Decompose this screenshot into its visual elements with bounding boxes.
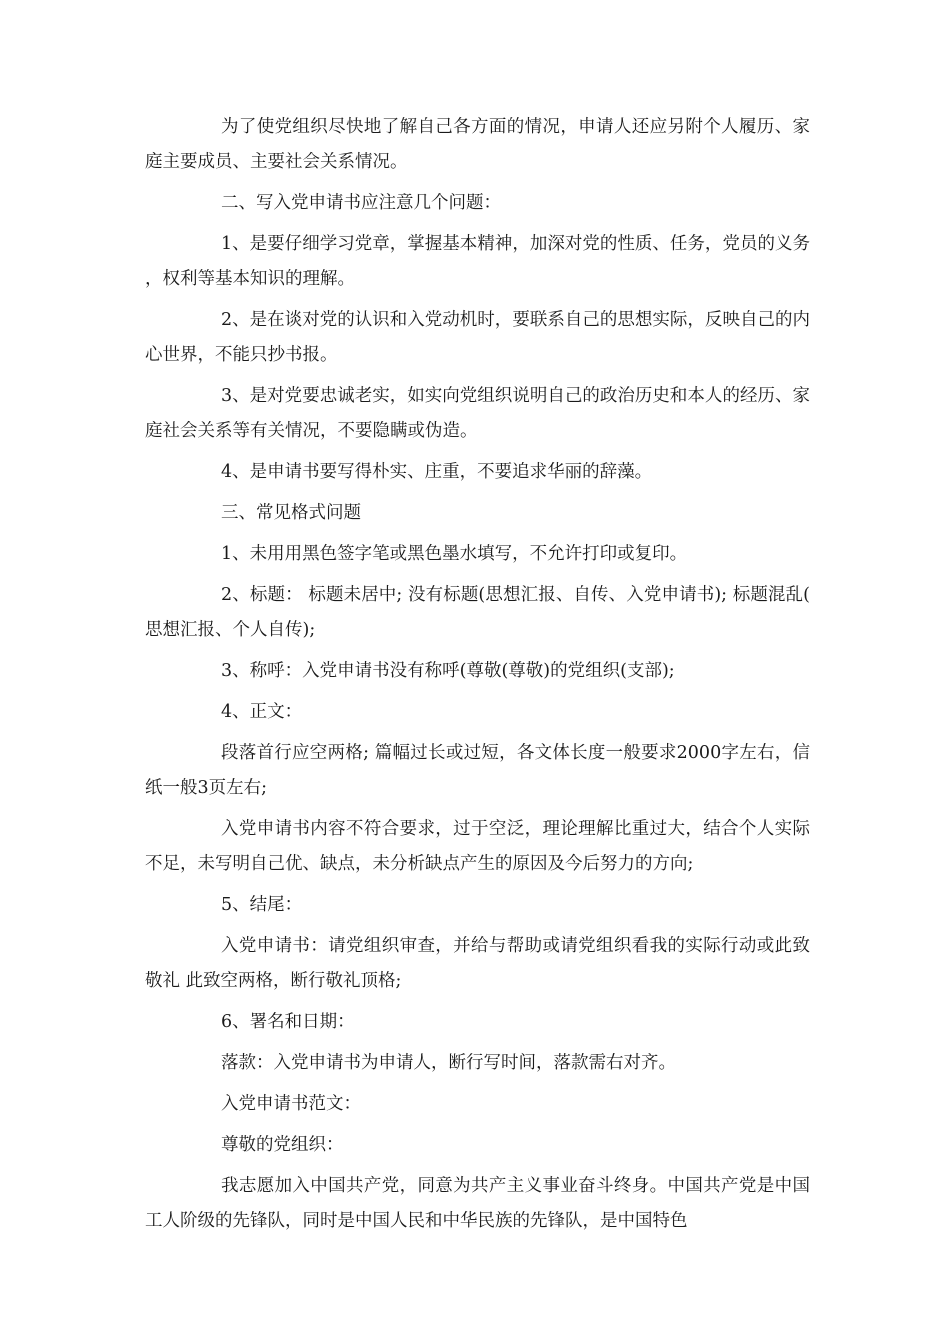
paragraph-note-4: 4、是申请书要写得朴实、庄重，不要追求华丽的辞藻。 — [221, 462, 653, 482]
section-heading-notes: 二、写入党申请书应注意几个问题： — [221, 193, 501, 213]
paragraph-note-2: 2、是在谈对党的认识和入党动机时，要联系自己的思想实际，反映自己的内心世界，不能只抄书报。 — [145, 310, 810, 365]
paragraph-note-3: 3、是对党要忠诚老实，如实向党组织说明自己的政治历史和本人的经历、家庭社会关系等有关情况，不要隐瞒或伪造。 — [145, 386, 810, 441]
paragraph-format-3: 3、称呼：入党申请书没有称呼(尊敬(尊敬)的党组织(支部); — [221, 661, 675, 681]
document-body — [145, 110, 810, 1245]
paragraph-note-1: 1、是要仔细学习党章，掌握基本精神，加深对党的性质、任务，党员的义务，权利等基本知识的理解。 — [145, 234, 810, 289]
paragraph-signature: 落款：入党申请书为申请人，断行写时间，落款需右对齐。 — [221, 1053, 676, 1073]
paragraph-format-4: 4、正文： — [221, 702, 303, 722]
paragraph-format-1: 1、未用用黑色签字笔或黑色墨水填写，不允许打印或复印。 — [221, 544, 688, 564]
paragraph-format-6: 6、署名和日期： — [221, 1012, 355, 1032]
paragraph-salutation: 尊敬的党组织： — [221, 1135, 344, 1155]
paragraph-body-indent: 段落首行应空两格; 篇幅过长或过短，各文体长度一般要求2000字左右，信纸一般3页左右; — [145, 743, 810, 798]
paragraph-closing: 入党申请书：请党组织审查，并给与帮助或请党组织看我的实际行动或此致敬礼 此致空两格，断行敬礼顶格; — [145, 936, 810, 991]
section-heading-format: 三、常见格式问题 — [221, 503, 361, 523]
paragraph-body-content: 入党申请书内容不符合要求，过于空泛，理论理解比重过大，结合个人实际不足，未写明自己优、缺点，未分析缺点产生的原因及今后努力的方向; — [145, 819, 810, 874]
paragraph-format-5: 5、结尾： — [221, 895, 303, 915]
paragraph-sample-heading: 入党申请书范文： — [221, 1094, 361, 1114]
paragraph-attach-resume: 为了使党组织尽快地了解自己各方面的情况，申请人还应另附个人履历、家庭主要成员、主要社会关系情况。 — [145, 117, 810, 172]
paragraph-format-2: 2、标题： 标题未居中; 没有标题(思想汇报、自传、入党申请书); 标题混乱(思想汇报、个人自传); — [145, 585, 810, 640]
paragraph-sample-body: 我志愿加入中国共产党，同意为共产主义事业奋斗终身。中国共产党是中国工人阶级的先锋队，同时是中国人民和中华民族的先锋队，是中国特色 — [145, 1176, 810, 1231]
